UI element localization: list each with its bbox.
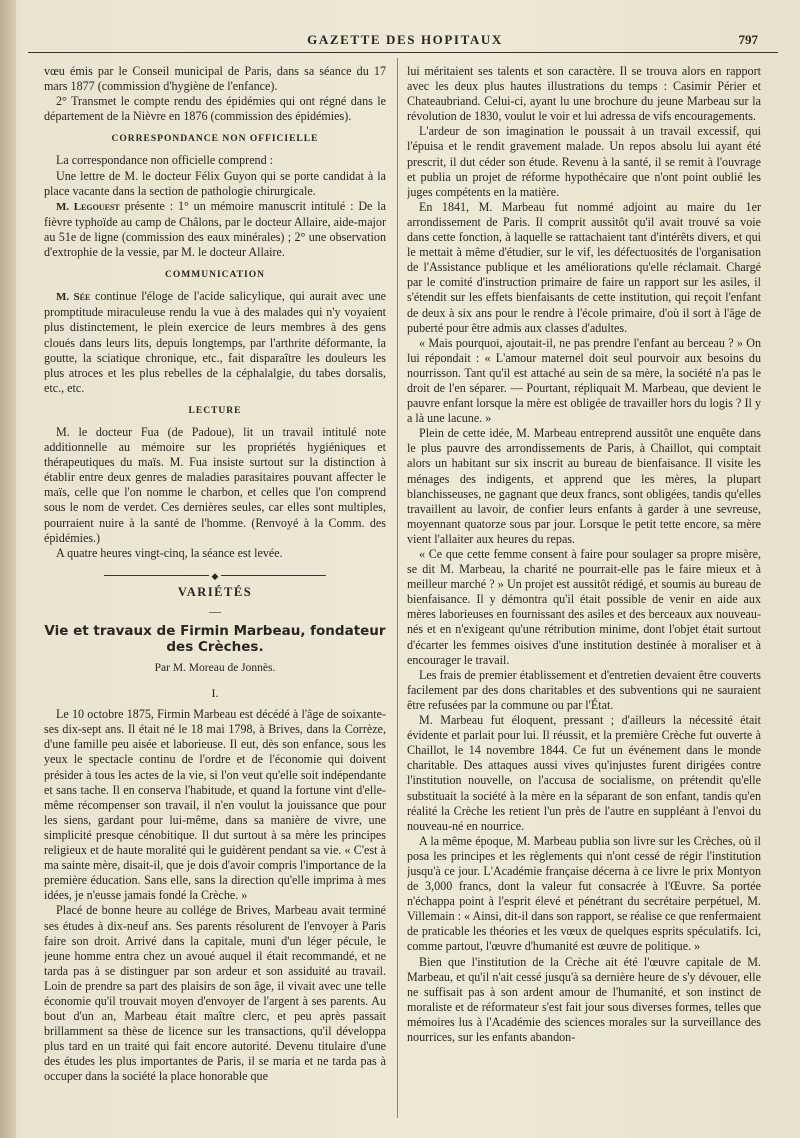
chapter-number: I. [211,686,219,701]
dash-separator: — [209,603,221,618]
paragraph: « Mais pourquoi, ajoutait-il, ne pas prendre l'enfant au berceau ? » On lui répondait : « L'amour maternel doit seul pourvoir aux besoins du nourrisson. Tant qu'il est attaché au sein de sa mère, la société n'a pas le droit de l'en séparer. — Pourtant, répliquait M. Marbeau, que devient le pauvre enfant lorsque la mère est obligée de travailler hors du logis ? Il y a là une lacune. » [407,335,761,426]
paragraph-text: continue l'éloge de l'acide salicylique, qui aurait avec une promptitude miraculeuse rendu la vue à des malades qui n'y voyaient plus distinctement, le plein exercice de leurs membres à des gens cloués dans leurs lits, depuis longtemps, par l'arthrite déformante, la goutte, la sciatique chronique, etc., fait disparaître les douleurs les plus atroces et les plus rebelles de la céphalalgie, du tabes dorsalis, etc., etc. [44,289,386,395]
paragraph: Bien que l'institution de la Crèche ait été l'œuvre capitale de M. Marbeau, et qu'il n'ait cessé jusqu'à sa dernière heure de s'y dévouer, elle ne suffisait pas à son ardent amour de l'humanité, et son instinct de moraliste et de réformateur s'est fait jour sous diverses formes, telles que mémoires lus à l'Académie des sciences morales sur la surveillance des nourrices, sur les enfants abandon- [407,954,761,1044]
separator-ornament [44,571,386,579]
paragraph: « Ce que cette femme consent à faire pour soulager sa propre misère, se dit M. Marbeau, la charité ne pourrait-elle pas le faire mieux et à meilleur marché ? » Un projet est aussitôt rédigé, et soumis au bureau de bienfaisance. Il y démontra qu'il était possible de venir en aide aux mères laborieuses en fournissant des asiles et des berceaux aux nouveau-nés et en n'exigeant qu'une rétribution minime, dont l'objet était surtout d'écarter les femmes oisives d'une institution destinée à moraliser et à encourager le travail. [407,547,761,667]
paragraph: A quatre heures vingt-cinq, la séance est levée. [56,545,283,560]
left-column [44,64,386,1130]
paragraph: En 1841, M. Marbeau fut nommé adjoint au maire du 1er arrondissement de Paris. Il comprit aussitôt qu'il avait trouvé sa voie dans cette fonction, à laquelle se rattachaient tant d'intérêts divers, et qui le mettait à même d'étudier, sur le vif, les défectuosités de l'organisation de l'Assistance publique et les améliorations qu'elle réclamait. Chargé par le comité d'instruction primaire de faire un rapport sur les asiles, il s'étendit sur les effets bienfaisants de cette institution, qui reçoit l'enfant de deux à six ans pour le rendre à l'école primaire, d'où il sort à l'âge de puberté pour être admis aux classes d'adultes. [407,199,761,335]
column-divider [397,58,398,1118]
section-heading-communication: COMMUNICATION [165,270,265,281]
speaker-name: M. Sée [56,291,91,304]
paragraph: 2° Transmet le compte rendu des épidémies qui ont régné dans le département de la Nièvre en 1876 (commission des épidémies). [44,94,386,124]
paragraph: A la même époque, M. Marbeau publia son livre sur les Crèches, où il posa les principes et les règlements qui n'ont cessé de régir l'institution jusqu'à ce jour. L'Académie française décerna à ce livre le prix Montyon de 3,000 francs, dont la valeur fut consacrée à l'Œuvre. Sa portée n'échappa point à l'esprit élevé et pénétrant du secrétaire perpétuel, M. Villemain : « Ainsi, dit-il dans son rapport, se réalise ce que renfermaient de praticable les théories et les vœux de quelques esprits spéculatifs. Ici, comme partout, l'œuvre d'humanité est œuvre de politique. » [407,833,761,954]
paragraph: Placé de bonne heure au collége de Brives, Marbeau avait terminé ses études à dix-neuf ans. Ses parents résolurent de l'envoyer à Paris faire son droit. Arrivé dans la capitale, muni d'un léger pécule, le jeune homme entra chez un avoué auquel il était recommandé, et ne tarda pas à se distinguer par son ardeur et son assiduité au travail. Loin de prendre sa part des plaisirs de son âge, il vivait avec une telle économie qu'il trouvait moyen d'envoyer de l'argent à ses parents. Au bout d'un an, Marbeau était maître clerc, et peu après passait brillamment sa thèse de licence sur les transactions, qu'il développa plus tard en un traité qui fait encore autorité. Devenu titulaire d'une des études les plus importantes de Paris, il se maria et ne tarda pas à occuper dans la société la place honorable que [44,903,386,1084]
article-title: Vie et travaux de Firmin Marbeau, fondateur des Crèches. [44,623,386,655]
paragraph: L'ardeur de son imagination le poussait à un travail excessif, qui l'épuisa et le rendit gravement malade. Un repos absolu lui ayant été prescrit, il dut céder son étude. Revenu à la santé, il se remit à l'ouvrage et publia un projet de réforme hypothécaire que n'ont point oublié les juges compétents en la matière. [407,124,761,199]
journal-title: GAZETTE DES HOPITAUX [307,32,503,47]
paragraph: M. Marbeau fut éloquent, pressant ; d'ailleurs la nécessité était évidente et parlait pour lui. Il réussit, et la première Crèche fut ouverte à Chaillot, le 14 novembre 1844. Ce fut un événement dans le monde charitable. Des attaques aussi vives qu'injustes furent dirigées contre l'institution nouvelle, on l'accusa de socialisme, on prétendit qu'elle substituait la société à la mère en la séparant de son enfant, tandis qu'en réalité la Crèche les retient l'un près de l'autre en suppléant à l'envoi du nouveau-né en nourrice. [407,713,761,833]
speaker-name: M. Legouest [56,200,120,213]
right-column [407,64,761,1130]
page-number: 797 [738,32,758,47]
article-byline: Par M. Moreau de Jonnès. [154,662,276,674]
paragraph [44,289,386,396]
paragraph [44,199,386,260]
section-heading-lecture: LECTURE [188,405,242,416]
paragraph: Une lettre de M. le docteur Félix Guyon qui se porte candidat à la place vacante dans la section de pathologie chirurgicale. [44,168,386,198]
paragraph: La correspondance non officielle comprend : [56,153,274,168]
section-heading-varietes: VARIÉTÉS [177,584,253,599]
paragraph: Le 10 octobre 1875, Firmin Marbeau est décédé à l'âge de soixante-ses dix-sept ans. Il était né le 18 mai 1798, à Brives, dans la Corrèze, d'une famille peu aisée et laborieuse. Il eut, dès son enfance, sous les yeux le spectacle continu de l'ordre et de l'économie qui doivent présider à tous les actes de la vie, si l'on veut qu'elle soit indépendante et sans tache. Il en conserva l'habitude, et quand la fortune vint d'elle-même récompenser son travail, il n'en voulut la jouissance que pour les siens, gardant pour lui-même, dans sa manière de vivre, une simplicité presque cénobitique. Il dut surtout à sa mère les principes religieux et de haute moralité qui le guidèrent pendant sa vie. « C'est à ma sainte mère, disait-il, que je dois d'avoir compris l'importance de la première éducation. Sans elle, sans la direction qu'elle imprima à mes idées, je n'eusse jamais fondé la Crèche. » [44,707,386,903]
paragraph: lui méritaient ses talents et son caractère. Il se trouva alors en rapport avec les deux plus hautes illustrations du temps : Casimir Périer et Chateaubriand. Celui-ci, ayant lu une brochure du jeune Marbeau sur la révolution de 1830, voulut le voir et lui adressa de vifs encouragements. [407,64,761,124]
paragraph: Plein de cette idée, M. Marbeau entreprend aussitôt une enquête dans le plus pauvre des arrondissements de Paris, à Chaillot, qui comptait alors un habitant sur six inscrit au bureau de bienfaisance. Il visite les ménages des indigents, et apprend que les mères, la plupart blanchisseuses, ne gagnant que deux francs, sont obligées, tandis qu'elles travaillent au lavoir, de confier leurs enfants à garder à une sevreuse, moyennant quatorze sous par jour. Lorsque le petit tette encore, sa mère vient l'allaiter aux heures du repas. [407,426,761,546]
ornament-diamond: ◆ [209,571,222,581]
binding-edge [0,0,16,1138]
paragraph: M. le docteur Fua (de Padoue), lit un travail intitulé note additionnelle au mémoire sur les propriétés hygiéniques et thérapeutiques du maïs. M. Fua insiste surtout sur la distinction à établir entre deux genres de maladies parasitaires pouvant affecter le maïs, celle que l'on nomme le charbon, et celles que l'on comprend sous le nom de verdet. Ces dernières seules, car elles sont multiples, pourraient nuire à la santé de l'homme. (Renvoyé à la Comm. des épidémies.) [44,424,386,545]
header-rule [28,52,778,53]
paragraph-text: présente : 1° un mémoire manuscrit intitulé : De la fièvre typhoïde au camp de Châlons, par le docteur Allaire, aide-major au 51e de ligne (commission des eaux minérales) ; 2° une observation d'extrophie de la vessie, par M. le docteur Allaire. [44,198,386,260]
paragraph: vœu émis par le Conseil municipal de Paris, dans sa séance du 17 mars 1877 (commission d'hygiène de l'enfance). [44,64,386,94]
paragraph: Les frais de premier établissement et d'entretien devaient être couverts facilement par des dons charitables et des subventions qui ne sauraient être refusées par la commune ou par l'État. [407,667,761,712]
section-heading-correspondance: CORRESPONDANCE NON OFFICIELLE [111,134,319,145]
page-header [30,30,780,52]
